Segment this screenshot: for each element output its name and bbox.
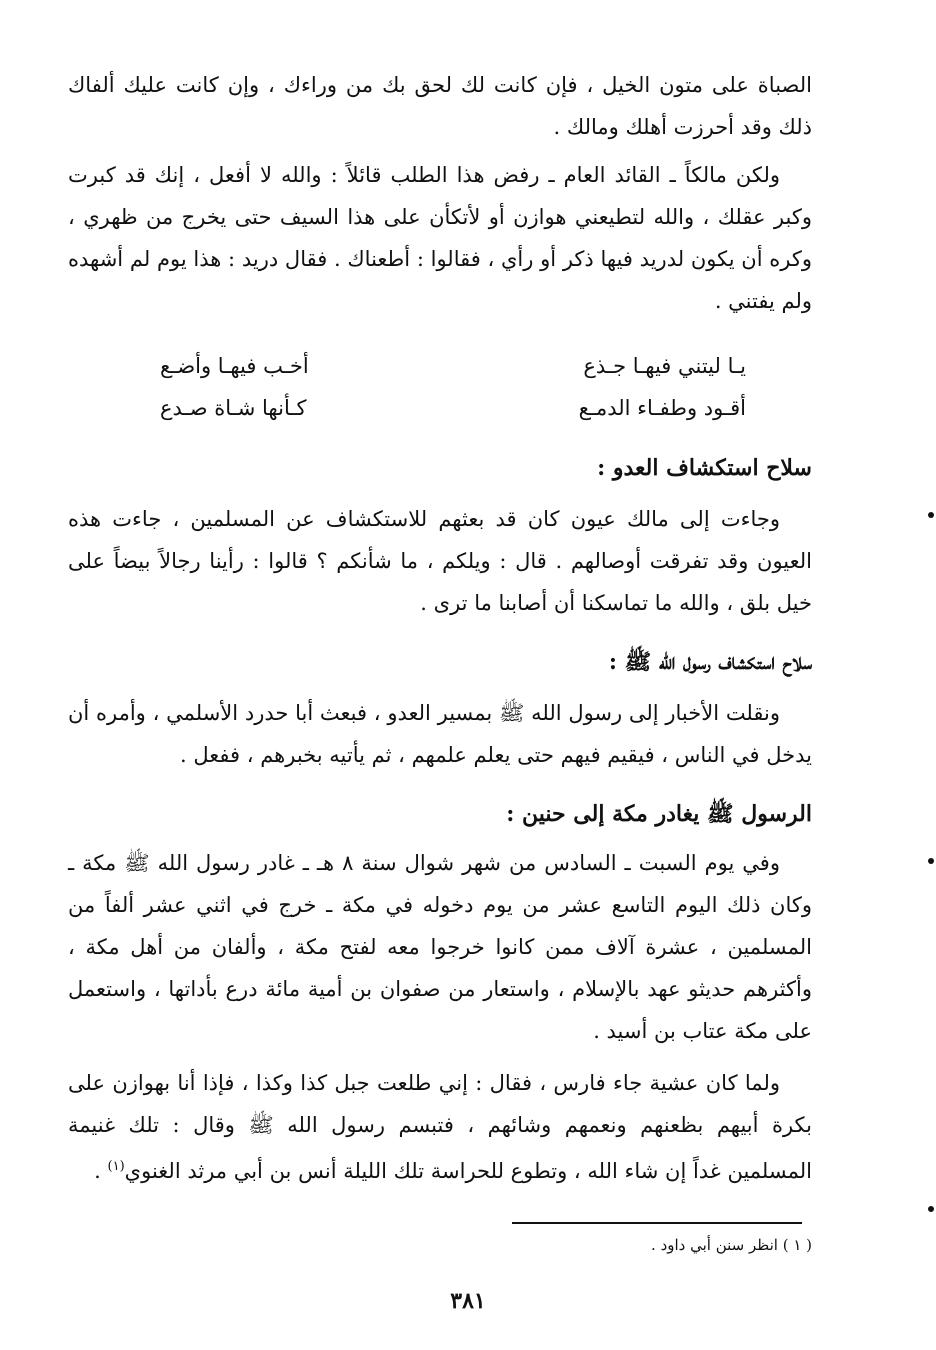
paragraph-malik-refusal: ولكن مالكاً ـ القائد العام ـ رفض هذا الطلب قائلاً : والله لا أفعل ، إنك قد كبرت وكبر عقلك ، والله لتطيعني هوازن أو لأتكأن على هذا السيف حتى يخرج من ظهري ، وكره أن يكون لدريد فيها ذكر أو رأي ، فقالوا : أطعناك . فقال دريد : هذا يوم لم أشهده ولم يفتني . — [68, 163, 812, 313]
section-heading-enemy-scouts: سلاح استكشاف العدو : — [597, 455, 812, 481]
verse-line-2 — [160, 388, 746, 428]
page-number: ٣٨١ — [450, 1288, 486, 1314]
text-section-1 — [68, 64, 812, 328]
paragraph-continuation: الصباة على متون الخيل ، فإن كانت لك لحق بك من وراءك ، وإن كانت عليك ألفاك ذلك وقد أحرزت أهلك ومالك . — [68, 73, 812, 139]
text-section-3 — [68, 692, 812, 782]
verse-hemistich: أخـب فيهـا وأضـع — [160, 354, 309, 378]
paragraph-end: . — [94, 1159, 108, 1183]
footnote: ( ١ ) انظر سنن أبي داود . — [651, 1236, 812, 1254]
verse-hemistich: يـا ليتني فيهـا جـذع — [583, 354, 746, 378]
section-heading-prophet-scouts: سلاح استكشاف رسول الله ﷺ : — [608, 649, 812, 675]
paragraph-departure: وفي يوم السبت ـ السادس من شهر شوال سنة ٨ هـ ـ غادر رسول الله ﷺ مكة ـ وكان ذلك اليوم التاسع عشر من يوم دخوله في مكة ـ خرج في اثني عشر ألفاً من المسلمين ، عشرة آلاف ممن كانوا خرجوا معه لفتح مكة ، وألفان من أهل مكة ، وأكثرهم حديثو عهد بالإسلام ، واستعار من صفوان بن أمية مائة درع بأداتها ، واستعمل على مكة عتاب بن أسيد . — [68, 851, 812, 1043]
scan-speck — [928, 858, 934, 864]
footnote-marker: (١) — [107, 1159, 125, 1174]
scan-speck — [928, 512, 934, 518]
text-section-4 — [68, 842, 812, 1198]
section-heading-leaves-mecca: الرسول ﷺ يغادر مكة إلى حنين : — [506, 801, 812, 827]
text-section-2 — [68, 498, 812, 630]
verse-hemistich: كـأنها شـاة صـدع — [160, 396, 307, 420]
paragraph-horseman — [68, 1062, 812, 1192]
scan-speck — [928, 1206, 934, 1212]
footnote-divider — [512, 1222, 802, 1224]
verse-hemistich: أقـود وطفـاء الدمـع — [578, 396, 746, 420]
verse-line-1 — [160, 346, 746, 386]
paragraph-news: ونقلت الأخبار إلى رسول الله ﷺ بمسير العدو ، فبعث أبا حدرد الأسلمي ، وأمره أن يدخل في الناس ، فيقيم فيهم حتى يعلم علمهم ، ثم يأتيه بخبرهم ، ففعل . — [68, 701, 812, 767]
paragraph-text: ولما كان عشية جاء فارس ، فقال : إني طلعت جبل كذا وكذا ، فإذا أنا بهوازن على بكرة أبيهم بظعنهم ونعمهم وشائهم ، فتبسم رسول الله ﷺ وقال : تلك غنيمة المسلمين غداً إن شاء الله ، وتطوع للحراسة تلك الليلة أنس بن أبي مرثد الغنوي — [68, 1071, 812, 1183]
paragraph-scouts: وجاءت إلى مالك عيون كان قد بعثهم للاستكشاف عن المسلمين ، جاءت هذه العيون وقد تفرقت أوصالهم . قال : ويلكم ، ما شأنكم ؟ قالوا : رأينا رجالاً بيضاً على خيل بلق ، والله ما تماسكنا أن أصابنا ما ترى . — [68, 507, 812, 615]
